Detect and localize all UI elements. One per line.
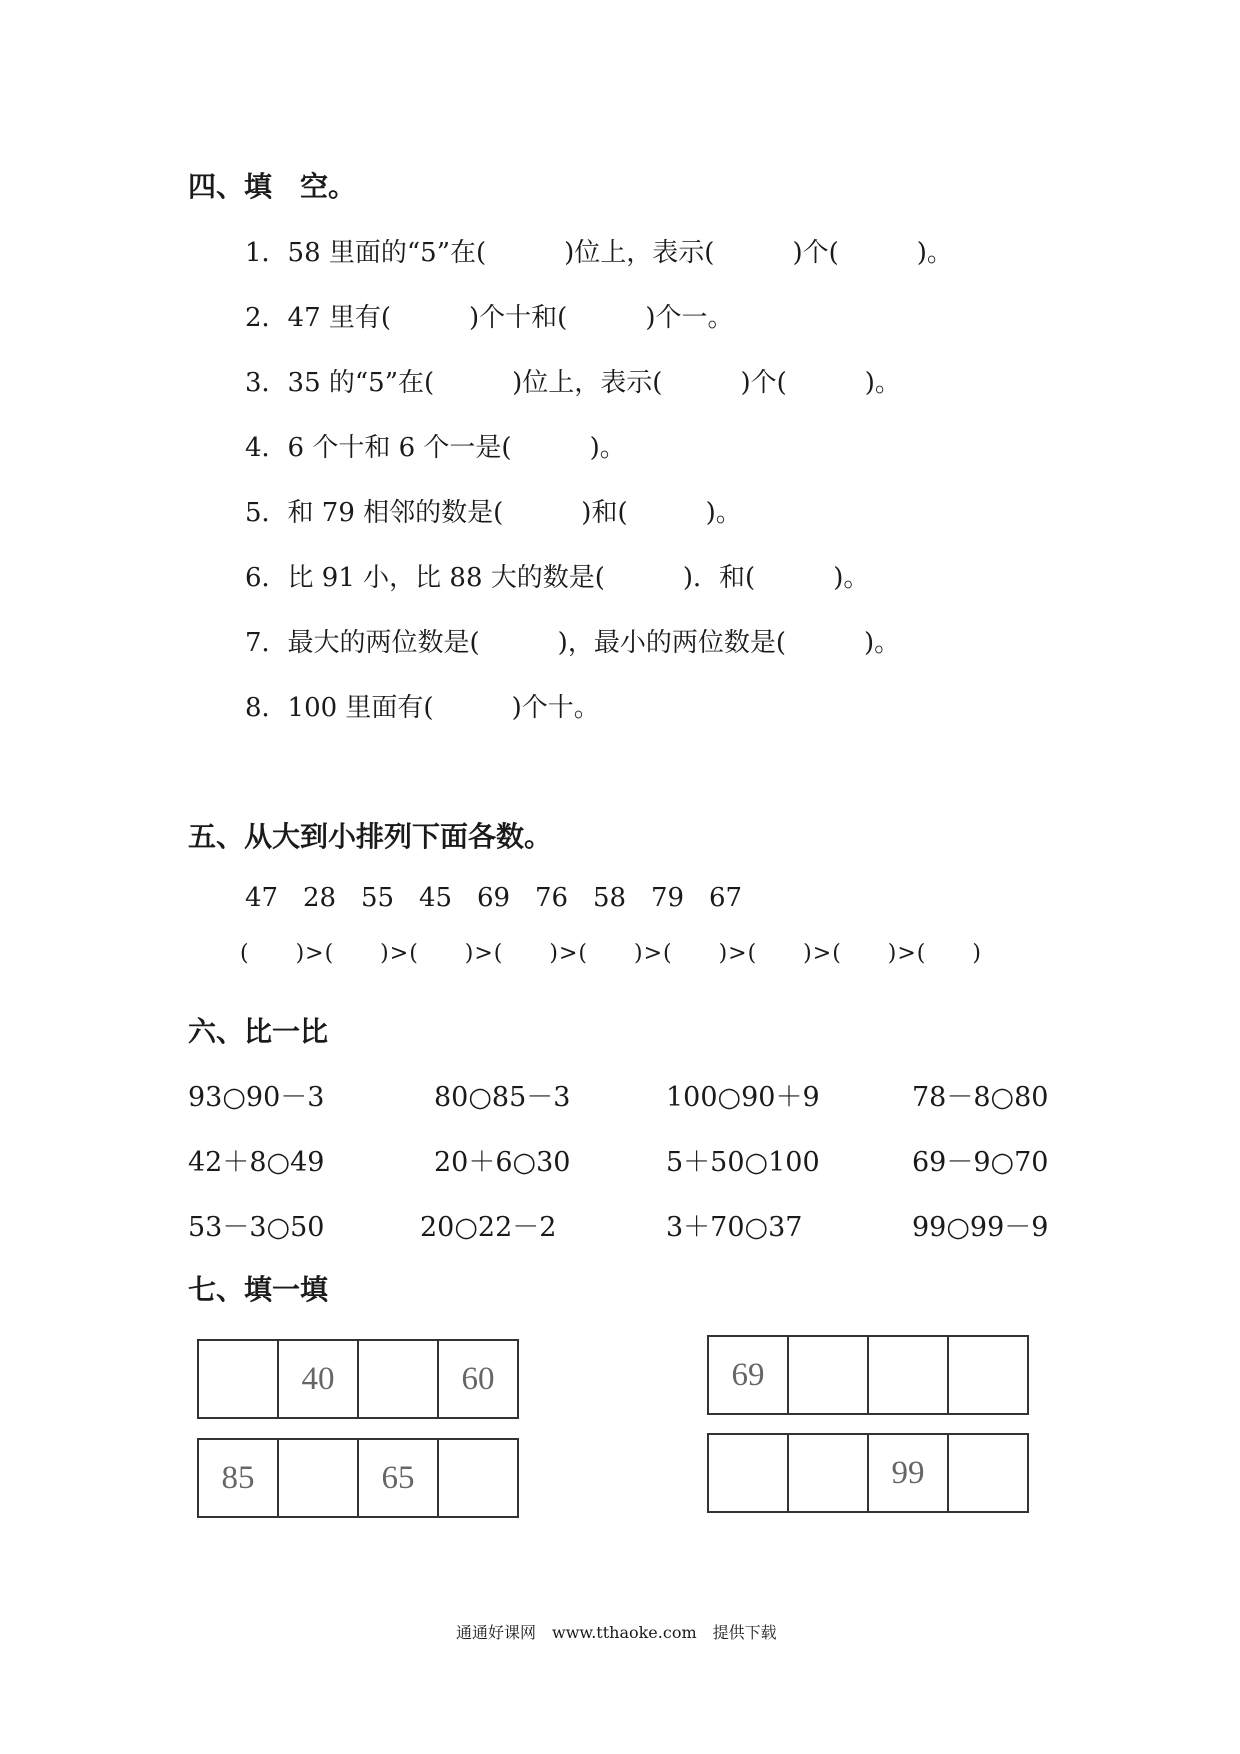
footer-source: 通通好课网 www.tthaoke.com 提供下载 <box>456 1623 777 1642</box>
compare-item: 99○99－9 <box>912 1212 1049 1243</box>
grid-cell[interactable]: 99 <box>869 1435 949 1511</box>
number-grid-2 <box>707 1335 1029 1415</box>
grid-cell[interactable] <box>869 1337 949 1413</box>
question-6: 6．比 91 小，比 88 大的数是( )．和( )。 <box>245 563 870 593</box>
grid-cell[interactable]: 60 <box>461 1360 495 1397</box>
question-7: 7．最大的两位数是( )，最小的两位数是( )。 <box>245 628 901 658</box>
compare-item: 42＋8○49 <box>188 1147 325 1178</box>
section-fill-grid-title: 七、填一填 <box>188 1273 329 1306</box>
number-grid-1 <box>197 1339 519 1419</box>
number-item: 58 <box>593 883 627 913</box>
grid-cell[interactable]: 69 <box>709 1337 789 1413</box>
compare-item: 100○90＋9 <box>666 1082 820 1113</box>
question-4: 4．6 个十和 6 个一是( )。 <box>245 433 626 463</box>
section-compare-title: 六、比一比 <box>188 1015 329 1048</box>
section-fill-blank-title: 四、填 空。 <box>188 170 357 203</box>
grid-cell[interactable]: 85 <box>199 1440 279 1516</box>
number-item: 79 <box>651 883 685 913</box>
grid-cell[interactable] <box>439 1440 517 1516</box>
number-grid-4 <box>707 1433 1029 1513</box>
section-ordering-title: 五、从大到小排列下面各数。 <box>188 820 553 853</box>
number-item: 69 <box>477 883 511 913</box>
number-item: 76 <box>535 883 569 913</box>
compare-item: 69－9○70 <box>912 1147 1049 1178</box>
compare-item: 20＋6○30 <box>434 1147 571 1178</box>
number-item: 55 <box>361 883 395 913</box>
compare-item: 78－8○80 <box>912 1082 1049 1113</box>
compare-item: 93○90－3 <box>188 1082 325 1113</box>
number-item: 67 <box>709 883 743 913</box>
grid-cell[interactable] <box>279 1440 359 1516</box>
grid-cell[interactable]: 40 <box>279 1341 359 1417</box>
number-grid-3 <box>197 1438 519 1518</box>
number-item: 45 <box>419 883 453 913</box>
grid-cell[interactable] <box>199 1341 279 1417</box>
compare-item: 53－3○50 <box>188 1212 325 1243</box>
grid-cell[interactable] <box>359 1341 439 1417</box>
question-1: 1．58 里面的“5”在( )位上，表示( )个( )。 <box>245 238 953 268</box>
question-2: 2．47 里有( )个十和( )个一。 <box>245 303 734 333</box>
grid-cell[interactable] <box>709 1435 789 1511</box>
question-3: 3．35 的“5”在( )位上，表示( )个( )。 <box>245 368 901 398</box>
grid-cell[interactable] <box>949 1337 1027 1413</box>
ordering-blanks: ( )>( )>( )>( )>( )>( )>( )>( )>( ) <box>240 941 982 966</box>
compare-item: 5＋50○100 <box>666 1147 820 1178</box>
number-item: 47 <box>245 883 279 913</box>
grid-cell[interactable] <box>789 1435 869 1511</box>
grid-cell[interactable]: 65 <box>359 1440 439 1516</box>
compare-item: 20○22－2 <box>420 1212 557 1243</box>
compare-item: 80○85－3 <box>434 1082 571 1113</box>
grid-cell[interactable] <box>949 1435 1027 1511</box>
grid-cell[interactable] <box>789 1337 869 1413</box>
question-5: 5．和 79 相邻的数是( )和( )。 <box>245 498 742 528</box>
compare-item: 3＋70○37 <box>666 1212 803 1243</box>
number-item: 28 <box>303 883 337 913</box>
question-8: 8．100 里面有( )个十。 <box>245 693 600 723</box>
